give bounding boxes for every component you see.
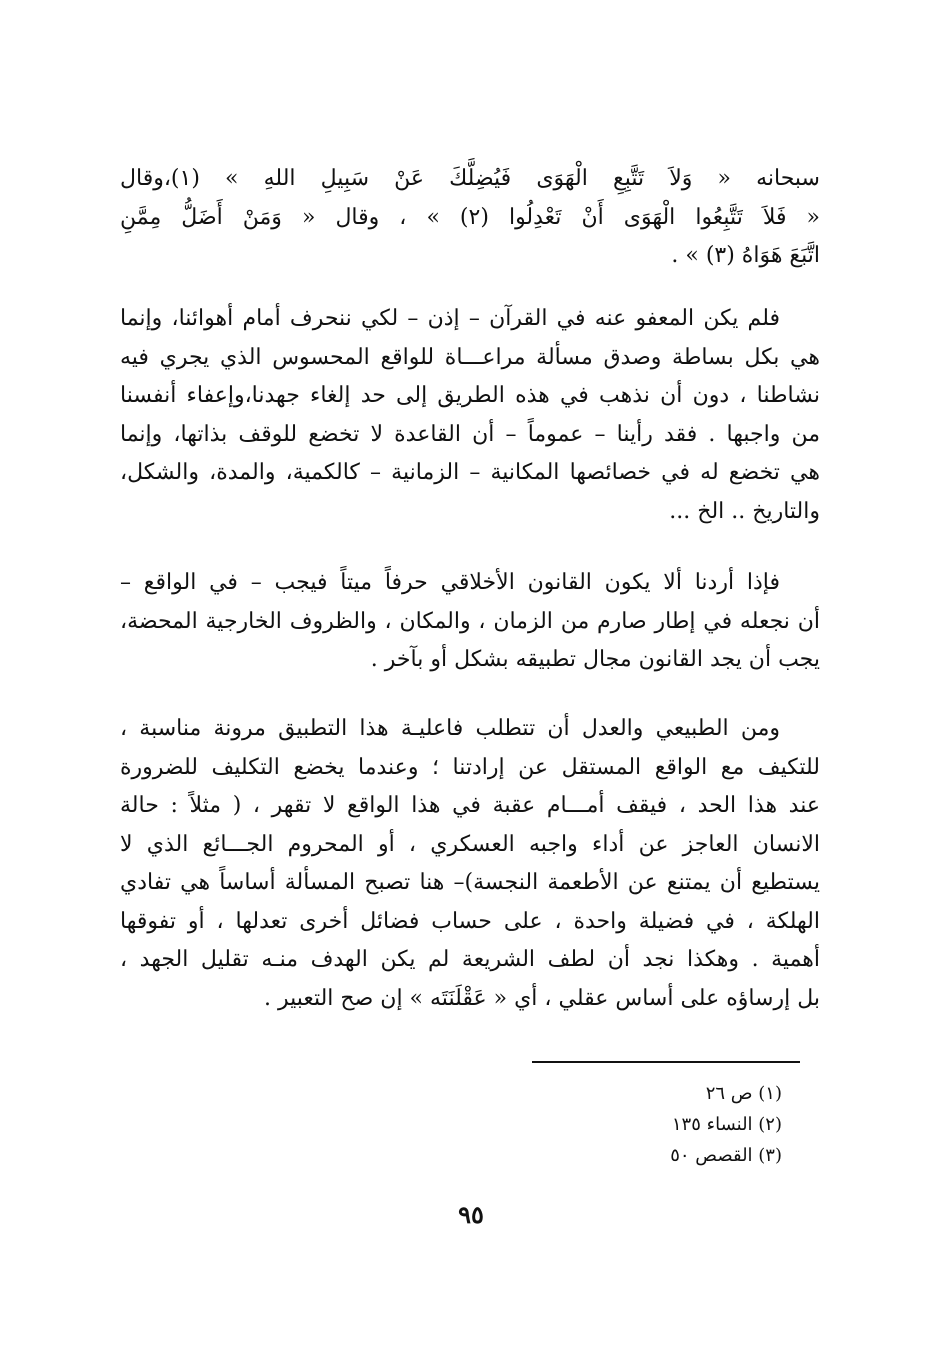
paragraph-line: الهلكة ، في فضيلة واحدة ، على حساب فضائل أخرى تعدلها ، أو تفوقها [120,908,820,934]
footnote-item: (٣) القصص ٥٠ [670,1145,782,1166]
paragraph-1 [120,160,820,276]
paragraph-3 [120,564,820,680]
paragraph-line: فإذا أردنا ألا يكون القانون الأخلاقي حرفاً ميتاً فيجب – في الواقع – [120,570,780,595]
paragraph-line: عند هذا الحد ، فيقف أمـــام عقبة في هذا الواقع لا تقهر ، ( مثلاً : حالة [120,793,820,818]
paragraph-line: الانسان العاجز عن أداء واجبه العسكري ، أو المحروم الجـــائع الذي لا [120,831,820,857]
paragraph-line: يجب أن يجد القانون مجال تطبيقه بشكل أو بآخر . [370,647,820,672]
paragraph-line: هي تخضع له في خصائصها المكانية – الزمانية – كالكمية، والمدة، والشكل، [120,460,820,485]
paragraph-2 [120,300,820,531]
paragraph-line: هي بكل بساطة وصدق مسألة مراعـــاة للواقع المحسوس الذي يجري فيه [120,344,820,370]
paragraph-line: ومن الطبيعي والعدل أن تتطلب فاعليـة هذا التطبيق مرونة مناسبة ، [120,716,780,741]
footnote-item: (١) ص ٢٦ [705,1083,782,1104]
page-number: ٩٥ [458,1200,484,1229]
paragraph-line: أهمية . وهكذا نجد أن لطف الشريعة لم يكن الهدف منـه تقليل الجهد ، [120,947,820,972]
paragraph-line: بل إرساؤه على أساس عقلي ، أي « عَقْلَنَتَه » إن صح التعبير . [263,985,820,1011]
paragraph-line: والتاريخ .. الخ ... [669,498,820,524]
paragraph-line: فلم يكن المعفو عنه في القرآن – إذن – لكي ننحرف أمام أهوائنا، وإنما [120,306,780,331]
paragraph-line: سبحانه « وَلاَ تَتَّبِعِ الْهَوَى فَيُضِلَّكَ عَنْ سَبِيلِ اللهِ » (١)،وقال [120,166,820,191]
paragraph-line: نشاطنا ، دون أن نذهب في هذه الطريق إلى حد إلغاء جهدنا،وإعفاء أنفسنا [120,383,820,408]
footnote-item: (٢) النساء ١٣٥ [671,1114,782,1135]
paragraph-4 [120,710,820,1018]
paragraph-line: يستطيع أن يمتنع عن الأطعمة النجسة)– هنا تصبح المسألة أساساً هي تفادي [120,870,820,895]
paragraph-line: « فَلاَ تَتَّبِعُوا الْهَوَى أَنْ تَعْدِلُوا (٢) » ، وقال « وَمَنْ أَضَلُّ مِمَّنِ [120,204,820,230]
paragraph-line: أن نجعله في إطار صارم من الزمان ، والمكان ، والظروف الخارجية المحضة، [120,608,820,634]
footnote-divider [532,1061,800,1063]
footnotes [562,1078,782,1171]
paragraph-line: من واجبها . فقد رأينا – عموماً – أن القاعدة لا تخضع للوقف بذاتها، وإنما [120,421,820,447]
paragraph-line: اتَّبَعَ هَوَاهُ (٣) » . [671,243,820,268]
paragraph-line: للتكيف مع الواقع المستقل عن إرادتنا ؛ وعندما يخضع التكليف للضرورة [120,754,820,780]
